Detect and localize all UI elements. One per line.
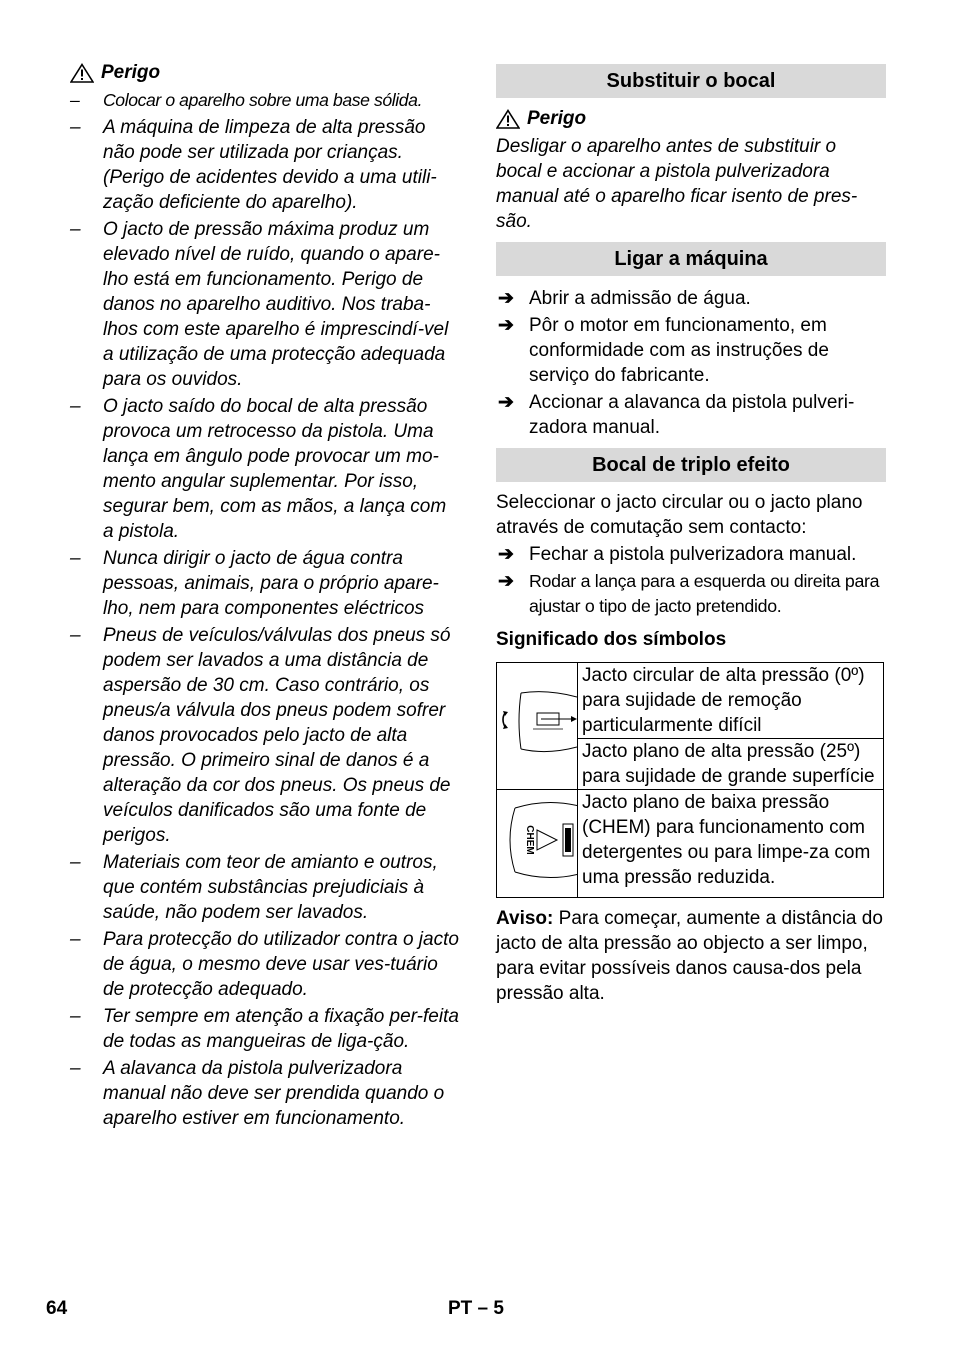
list-item: ➔ Rodar a lança para a esquerda ou direita para ajustar o tipo de jacto pretendido.: [498, 571, 880, 616]
list-item: – Para protecção do utilizador contra o jacto de água, o mesmo deve usar ves-tuário de protecção adequado.: [70, 929, 459, 1000]
danger-label: Perigo: [527, 108, 587, 129]
list-item: ➔ Abrir a admissão de água.: [498, 288, 751, 309]
nozzle-intro: Seleccionar o jacto circular ou o jacto plano através de comutação sem contacto:: [496, 492, 863, 538]
left-column: [70, 60, 462, 1133]
section-heading-ligar-maquina: Ligar a máquina: [496, 242, 886, 276]
list-item: – Colocar o aparelho sobre uma base sólida.: [70, 90, 423, 110]
nozzle-steps: [496, 542, 886, 619]
table-row: [497, 790, 884, 898]
notice-text: Para começar, aumente a distância do jacto de alta pressão ao objecto a ser limpo, para evitar possíveis danos causa-dos pela pressão alta.: [496, 908, 883, 1004]
rotate-nozzle-icon: [497, 683, 577, 763]
list-item: ➔ Pôr o motor em funcionamento, em conformidade com as instruções de serviço do fabricante.: [498, 315, 829, 386]
start-steps: [496, 286, 886, 440]
warning-triangle-icon: [70, 63, 94, 83]
list-item: – O jacto de pressão máxima produz um elevado nível de ruído, quando o apare-lho está em funcionamento. Perigo de danos no aparelho auditivo. Nos traba-lhos com este aparelho é imprescindí-vel a utilização de uma protecção adequada para os ouvidos.: [70, 219, 449, 390]
chem-nozzle-icon: [497, 790, 577, 890]
danger-label: Perigo: [101, 62, 161, 83]
danger-heading: [70, 60, 462, 85]
danger-heading: [496, 106, 886, 131]
list-item: ➔ Accionar a alavanca da pistola pulveri-zadora manual.: [498, 392, 855, 438]
right-column: [496, 64, 886, 1006]
section-heading-substituir-bocal: Substituir o bocal: [496, 64, 886, 98]
section-page-label: PT – 5: [448, 1298, 504, 1319]
list-item: – A alavanca da pistola pulverizadora manual não deve ser prendida quando o aparelho estiver em funcionamento.: [70, 1058, 445, 1129]
danger-text: Desligar o aparelho antes de substituir o bocal e accionar a pistola pulverizadora manual até o aparelho ficar isento de pres-são.: [496, 136, 858, 232]
list-item: – A máquina de limpeza de alta pressão não pode ser utilizada por crianças. (Perigo de acidentes devido a uma utili-zação deficiente do aparelho).: [70, 117, 437, 213]
arrow-icon: ➔: [498, 315, 514, 336]
symbol-description: Jacto circular de alta pressão (0º) para sujidade de remoção particularmente difícil: [578, 663, 884, 739]
section-heading-bocal-triplo: Bocal de triplo efeito: [496, 448, 886, 482]
chem-nozzle-image: [497, 790, 578, 898]
page-number: 64: [46, 1298, 68, 1319]
list-item: ➔ Fechar a pistola pulverizadora manual.: [498, 544, 857, 565]
list-item: – Ter sempre em atenção a fixação per-feita de todas as mangueiras de liga-ção.: [70, 1006, 459, 1052]
notice-paragraph: [496, 906, 886, 1006]
symbols-heading: Significado dos símbolos: [496, 629, 727, 650]
symbol-description: Jacto plano de baixa pressão (CHEM) para funcionamento com detergentes ou para limpe-za com uma pressão reduzida.: [578, 790, 884, 898]
warning-triangle-icon: [496, 109, 520, 129]
arrow-icon: ➔: [498, 392, 514, 413]
arrow-icon: ➔: [498, 288, 514, 309]
high-pressure-nozzle-image: [497, 663, 578, 790]
safety-list: [70, 88, 462, 1131]
notice-label: Aviso:: [496, 908, 554, 929]
table-row: [497, 663, 884, 739]
list-item: – O jacto saído do bocal de alta pressão provoca um retrocesso da pistola. Uma lança em ângulo pode provocar um mo-mento angular suplementar. Por isso, segurar bem, com as mãos, a lança com a pistola.: [70, 396, 447, 542]
list-item: – Pneus de veículos/válvulas dos pneus só podem ser lavados a uma distância de aspersão de 30 cm. Caso contrário, os pneus/a válvula dos pneus podem sofrer danos provocados pelo jacto de alta pressão. O primeiro sinal de danos é a alteração da cor dos pneus. Os pneus de veículos danificados são uma fonte de perigos.: [70, 625, 451, 846]
arrow-icon: ➔: [498, 544, 514, 565]
list-item: – Nunca dirigir o jacto de água contra pessoas, animais, para o próprio apare-lho, nem para componentes eléctricos: [70, 548, 439, 619]
arrow-icon: ➔: [498, 571, 514, 592]
chem-label: CHEM: [524, 825, 535, 855]
symbol-description: Jacto plano de alta pressão (25º) para sujidade de grande superfície: [578, 739, 884, 790]
symbols-table: [496, 662, 884, 898]
list-item: – Materiais com teor de amianto e outros, que contém substâncias prejudiciais à saúde, não podem ser lavados.: [70, 852, 438, 923]
